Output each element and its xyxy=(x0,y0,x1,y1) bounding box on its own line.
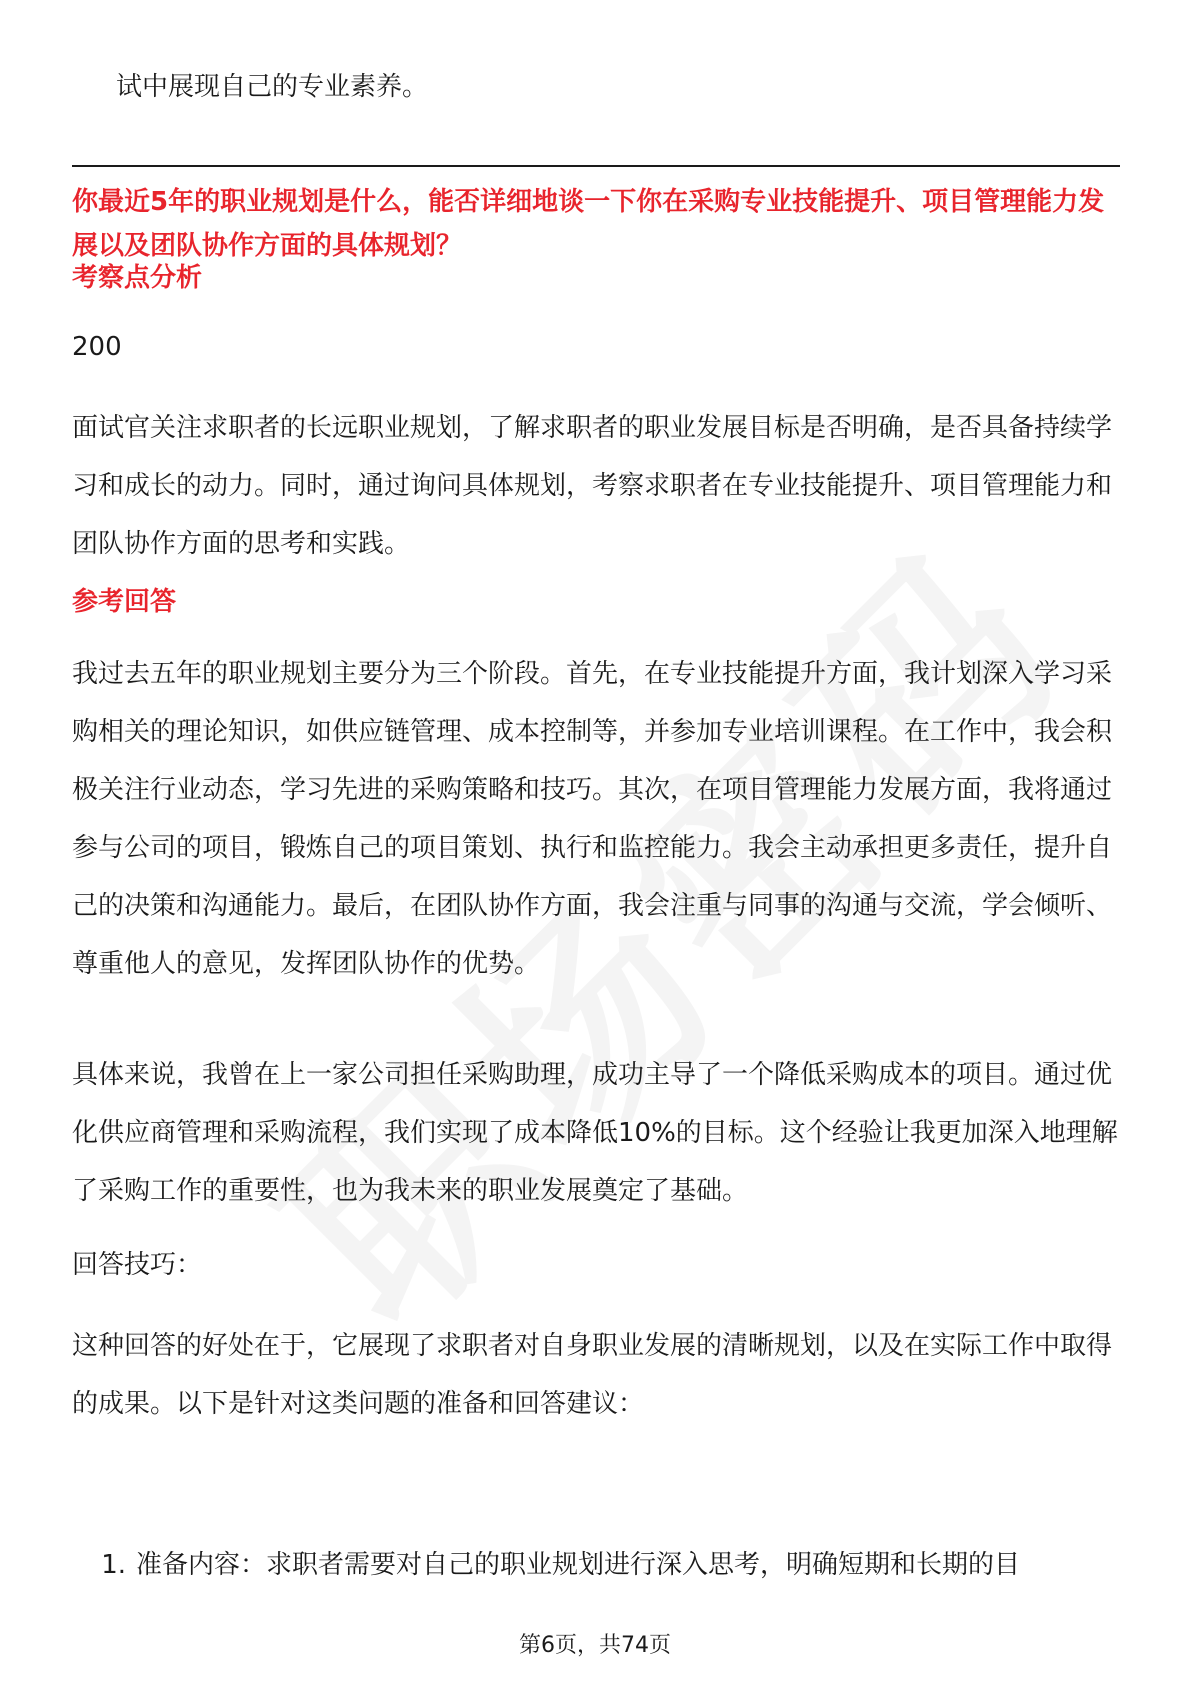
list-item xyxy=(72,1536,1122,1594)
analysis-text: 面试官关注求职者的长远职业规划，了解求职者的职业发展目标是否明确，是否具备持续学习和成长的动力。同时，通过询问具体规划，考察求职者在专业技能提升、项目管理能力和团队协作方面的思考和实践。 xyxy=(72,413,1113,559)
list-item-text: 准备内容：求职者需要对自己的职业规划进行深入思考，明确短期和长期的目 xyxy=(136,1550,1021,1580)
section-divider xyxy=(72,165,1120,167)
tips-title: 回答技巧： xyxy=(72,1250,203,1280)
tips-text: 这种回答的好处在于，它展现了求职者对自身职业发展的清晰规划，以及在实际工作中取得的成果。以下是针对这类问题的准备和回答建议： xyxy=(72,1331,1113,1419)
answer-paragraph-2: 具体来说，我曾在上一家公司担任采购助理，成功主导了一个降低采购成本的项目。通过优化供应商管理和采购流程，我们实现了成本降低10%的目标。这个经验让我更加深入地理解了采购工作的重要性，也为我未来的职业发展奠定了基础。 xyxy=(72,1060,1118,1206)
page-footer: 第6页，共74页 xyxy=(519,1633,671,1658)
list-item-number: 1. xyxy=(101,1550,126,1580)
answer-paragraph-1: 我过去五年的职业规划主要分为三个阶段。首先，在专业技能提升方面，我计划深入学习采购相关的理论知识，如供应链管理、成本控制等，并参加专业培训课程。在工作中，我会积极关注行业动态，学习先进的采购策略和技巧。其次，在项目管理能力发展方面，我将通过参与公司的项目，锻炼自己的项目策划、执行和监控能力。我会主动承担更多责任，提升自己的决策和沟通能力。最后，在团队协作方面，我会注重与同事的沟通与交流，学会倾听、尊重他人的意见，发挥团队协作的优势。 xyxy=(72,659,1113,979)
question-heading: 你最近5年的职业规划是什么，能否详细地谈一下你在采购专业技能提升、项目管理能力发展以及团队协作方面的具体规划？ xyxy=(72,187,1105,261)
analysis-title: 考察点分析 xyxy=(72,263,203,293)
analysis-number: 200 xyxy=(72,332,122,362)
continuation-text: 试中展现自己的专业素养。 xyxy=(116,72,429,102)
answer-title: 参考回答 xyxy=(72,587,177,617)
